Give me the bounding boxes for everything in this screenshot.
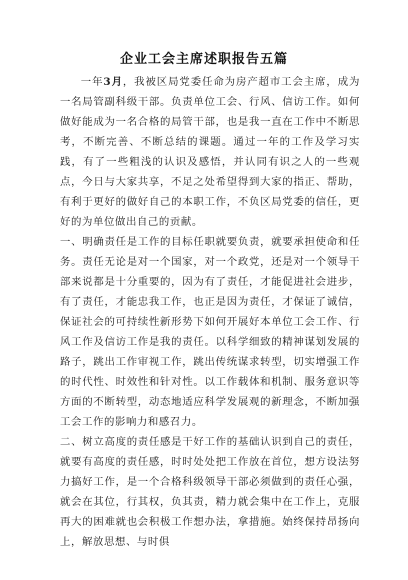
paragraph-1-date: 3月 [103, 76, 123, 88]
paragraph-1 [60, 72, 360, 232]
paragraph-1-lead: 一年 [80, 76, 104, 88]
paragraph-2: 一、明确责任是工作的目标任职就要负责，就要承担使命和任务。责任无论是对一个国家，对一个政党，还是对一个领导干部来说都是十分重要的，因为有了责任，才能促进社会进步，有了责任，才能忠我工作，也正是因为责任，才保证了诚信，保证社会的可持续性新形势下如何开展好本单位工会工作、行风工作及信访工作是我的责任。以科学细致的精神谋划发展的路子，跳出工作审视工作，跳出传统谋求转型，切实增强工作的时代性、时效性和针对性。以工作载体和机制、服务意识等方面的不断转型，动态地适应科学发展观的新理念，不断加强工会工作的影响力和感召力。 [60, 236, 360, 428]
document-body [60, 72, 360, 552]
paragraph-1-text: ，我被区局党委任命为房产超市工会主席，成为一名局管副科级干部。负责单位工会、行风、信访工作。如何做好能成为一名合格的局管干部，也是我一直在工作中不断思考，不断完善、不断总结的课题。通过一年的工作及学习实践，有了一些粗浅的认识及感悟，并认同有识之人的一些观点，今日与大家共享，不足之处希望得到大家的指正、帮助，有利于更好的做好自己的本职工作，不负区局党委的信任，更好的为单位做出自己的贡献。 [60, 76, 360, 228]
document-title: 企业工会主席述职报告五篇 [119, 52, 288, 67]
paragraph-3: 二、树立高度的责任感是干好工作的基础认识到自己的责任，就要有高度的责任感，时时处处把工作放在首位，想方设法努力搞好工作，是一个合格科级领导干部必须做到的责任心强，就会在其位，行其权，负其责，精力就会集中在工作上，克服再大的困难就也会积极工作想办法，拿措施。始终保持昂扬向上，解放思想、与时俱 [60, 436, 360, 548]
